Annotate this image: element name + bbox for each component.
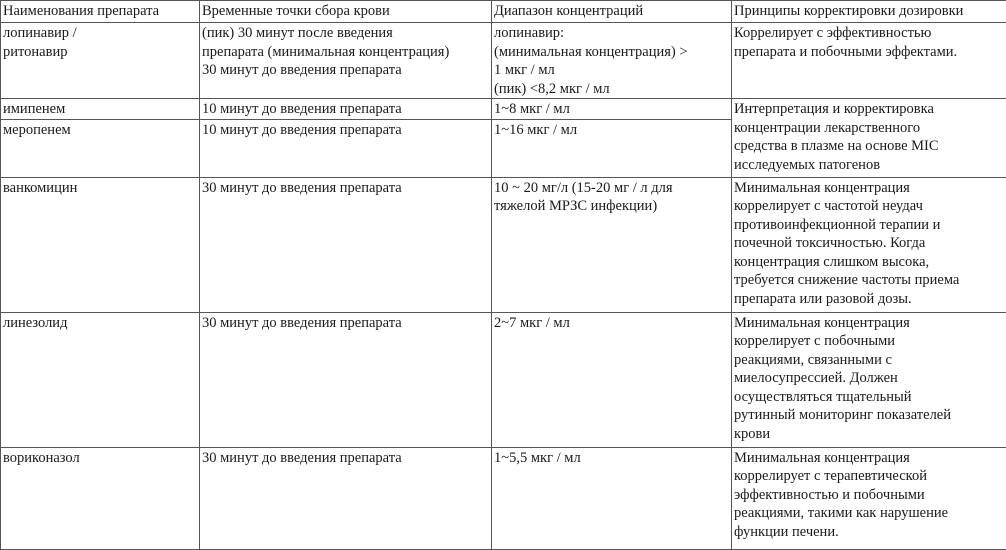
table-row — [1, 312, 1006, 447]
range-cell: 1~8 мкг / мл — [492, 99, 732, 120]
range-cell: 1~16 мкг / мл — [492, 119, 732, 177]
range-cell: 10 ~ 20 мг/л (15-20 мг / л для тяжелой МРЗС инфекции) — [492, 177, 732, 312]
timepoint-cell: 10 минут до введения препарата — [200, 99, 492, 120]
drug-cell: линезолид — [1, 312, 200, 447]
table-row — [1, 447, 1006, 549]
table-row — [1, 23, 1006, 99]
principle-cell: Минимальная концентрация коррелирует с терапевтической эффективностью и побочными реакциями, такими как нарушение функции печени. — [732, 447, 1006, 549]
drug-cell: ванкомицин — [1, 177, 200, 312]
drug-cell: лопинавир / ритонавир — [1, 23, 200, 99]
header-drug-name: Наименования препарата — [1, 1, 200, 23]
header-row — [1, 1, 1006, 23]
drug-cell: меропенем — [1, 119, 200, 177]
range-cell: 2~7 мкг / мл — [492, 312, 732, 447]
principle-cell: Минимальная концентрация коррелирует с частотой неудач противоинфекционной терапии и почечной токсичностью. Когда концентрация слишком высока, требуется снижение частоты приема препарата или разовой дозы. — [732, 177, 1006, 312]
table-row — [1, 99, 1006, 120]
principle-cell: Интерпретация и корректировка концентрации лекарственного средства в плазме на основе MIC исследуемых патогенов — [732, 99, 1006, 178]
timepoint-cell: 10 минут до введения препарата — [200, 119, 492, 177]
timepoint-cell: (пик) 30 минут после введения препарата (минимальная концентрация) 30 минут до введения препарата — [200, 23, 492, 99]
header-concentration-range: Диапазон концентраций — [492, 1, 732, 23]
timepoint-cell: 30 минут до введения препарата — [200, 177, 492, 312]
range-cell: 1~5,5 мкг / мл — [492, 447, 732, 549]
timepoint-cell: 30 минут до введения препарата — [200, 312, 492, 447]
range-cell: лопинавир: (минимальная концентрация) > 1 мкг / мл (пик) <8,2 мкг / мл — [492, 23, 732, 99]
drug-cell: вориконазол — [1, 447, 200, 549]
header-dosage-principles: Принципы корректировки дозировки — [732, 1, 1006, 23]
drug-cell: имипенем — [1, 99, 200, 120]
principle-cell: Минимальная концентрация коррелирует с побочными реакциями, связанными с миелосупрессией. Должен осуществляться тщательный рутинный мониторинг показателей крови — [732, 312, 1006, 447]
table-row — [1, 177, 1006, 312]
principle-cell: Коррелирует с эффективностью препарата и побочными эффектами. — [732, 23, 1006, 99]
header-blood-timepoints: Временные точки сбора крови — [200, 1, 492, 23]
timepoint-cell: 30 минут до введения препарата — [200, 447, 492, 549]
